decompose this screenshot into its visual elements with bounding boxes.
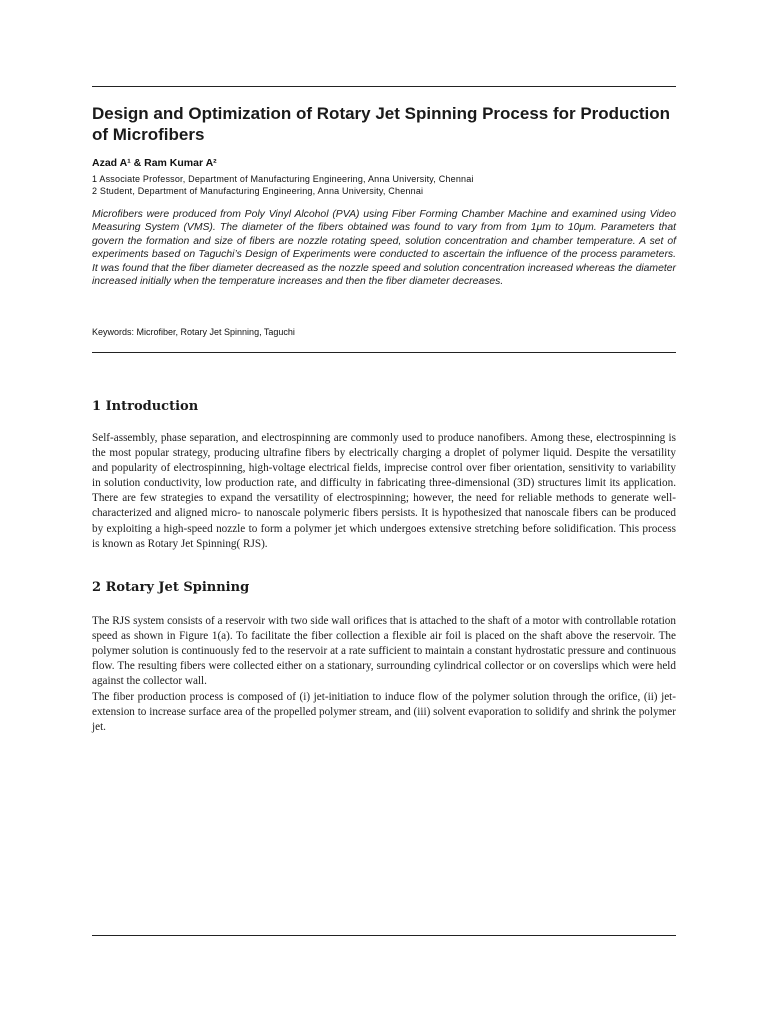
paper-title: Design and Optimization of Rotary Jet Spinning Process for Production of Microfibers <box>92 104 671 144</box>
keywords: Keywords: Microfiber, Rotary Jet Spinning, Taguchi <box>92 327 295 337</box>
section-heading-rotary-jet-spinning: 2 Rotary Jet Spinning <box>92 580 250 595</box>
bottom-rule <box>92 935 676 936</box>
abstract-divider <box>92 352 676 353</box>
authors: Azad A¹ & Ram Kumar A² <box>92 157 217 169</box>
section-heading-introduction: 1 Introduction <box>92 399 199 414</box>
rjs-paragraph-1: The RJS system consists of a reservoir with two side wall orifices that is attached to the shaft of a motor with controllable rotation speed as shown in Figure 1(a). To facilitate the fiber collection a flexible air foil is placed on the shaft above the reservoir. The polymer solution is continuously fed to the reservoir at a rate sufficient to maintain a constant hydrostatic pressure and continuous flow. The resulting fibers were collected either on a stationary, surrounding cylindrical collector or on coverslips which were held against the collector wall. <box>92 615 676 688</box>
introduction-paragraph: Self-assembly, phase separation, and electrospinning are commonly used to produce nanofibers. Among these, electrospinning is the most popular strategy, producing ultrafine fibers by electrically charging a droplet of polymer liquid. Despite the versatility and popularity of electrospinning, high-voltage electrical fields, imprecise control over fiber orientation, sensitivity to variability in solution conductivity, low production rate, and difficulty in fabricating three-dimensional (3D) structures limit its application. There are few strategies to expand the versatility of electrospinning; however, the need for reliable methods to generate well-characterized and aligned micro- to nanoscale polymeric fibers persists. It is hypothesized that nanoscale fibers can be produced by exploiting a high-speed nozzle to form a polymer jet which undergoes extensive stretching before solidification. This process is known as Rotary Jet Spinning( RJS). <box>92 432 676 550</box>
paper-page <box>92 0 676 1024</box>
affiliation-1: 1 Associate Professor, Department of Manufacturing Engineering, Anna University, Chennai <box>92 174 474 184</box>
affiliation-2: 2 Student, Department of Manufacturing Engineering, Anna University, Chennai <box>92 186 424 196</box>
abstract: Microfibers were produced from Poly Vinyl Alcohol (PVA) using Fiber Forming Chamber Machine and examined using Video Measuring System (VMS). The diameter of the fibers obtained was found to vary from from 1μm to 10μm. Parameters that govern the formation and size of fibers are nozzle rotating speed, solution concentration and chamber temperature. A set of experiments based on Taguchi’s Design of Experiments were conducted to ascertain the influence of the process parameters. It was found that the fiber diameter decreased as the nozzle speed and solution concentration increased whereas the diameter increased initially when the temperature increases and then the fiber diameter decreases. <box>92 209 676 288</box>
top-rule <box>92 86 676 87</box>
rjs-paragraph-2: The fiber production process is composed of (i) jet-initiation to induce flow of the polymer solution through the orifice, (ii) jet-extension to increase surface area of the propelled polymer stream, and (iii) solvent evaporation to solidify and shrink the polymer jet. <box>92 691 676 734</box>
